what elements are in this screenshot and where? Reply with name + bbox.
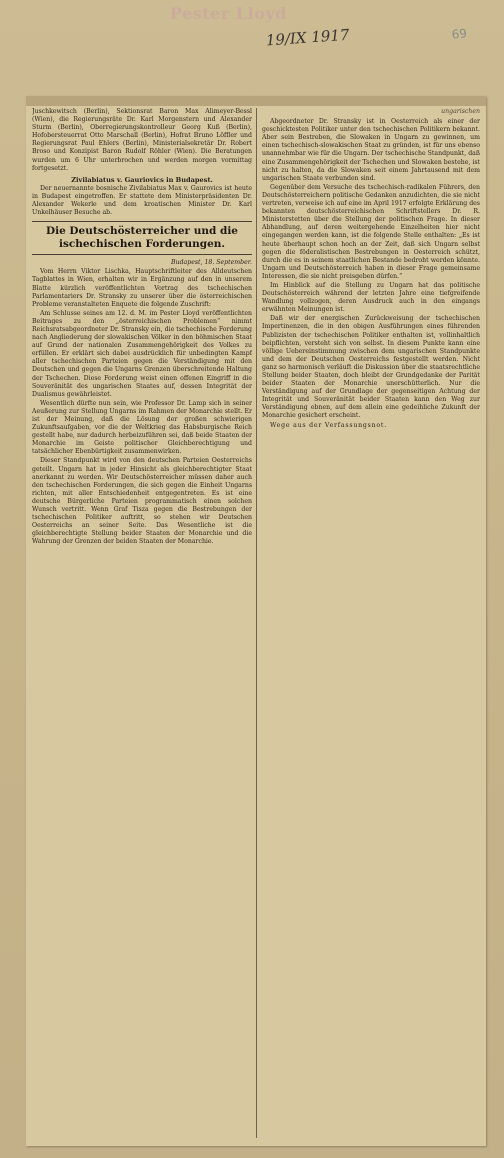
- article-title: Die Deutschösterreicher und die ischechischen Forderungen.: [46, 225, 238, 251]
- newspaper-clipping: [26, 96, 486, 1146]
- clipping-top-strip: [26, 96, 486, 106]
- column-head-note: ungarischen: [441, 108, 480, 115]
- closing-line: Wege aus der Verfassungsnot.: [270, 421, 387, 429]
- paragraph: Abgeordneter Dr. Stransky ist in Oesterreich als einer der geschicktesten Politiker unter den tschechischen Politikern bekannt. Aber sein Bestreben, die Slowaken in Ungarn zu gewinnen, um einen tschechisch-slowakischen Staat zu gründen, ist für uns ebenso unannehmbar wie für die Ungarn. Der tschechische Standpunkt, daß eine Zusammengehörigkeit der Tschechen und Slowaken bestehe, ist nicht zu halten, da die Slowaken seit einem Jahrtausend mit dem ungarischen Staate verbunden sind.: [262, 118, 480, 182]
- handwritten-date: 19/IX 1917: [265, 25, 350, 50]
- article-heading: [32, 221, 252, 255]
- paragraph: Dieser Standpunkt wird von den deutschen Parteien Oesterreichs geteilt. Ungarn hat in jeder Hinsicht als gleichberechtigter Staat anerkannt zu werden. Wir Deutschösterreicher müssen daher auch den tschechischen Forderungen, die sich gegen die Einheit Ungarns richten, mit aller Entschiedenheit entgegentreten. Es ist eine deutsche Bürgerliche Parteien programmatisch einen solchen Wunsch vertritt. Wenn Graf Tisza gegen die Bestrebungen der tschechischen Politiker auftritt, so stehen wir Deutschen Oesterreichs an seiner Seite. Das Wesentliche ist die gleichberechtigte Stellung beider Staaten der Monarchie und die Wahrung der Grenzen der beiden Staaten der Monarchie.: [32, 457, 252, 546]
- paragraph: Daß wir der energischen Zurückweisung der tschechischen Impertinenzen, die in den obigen Ausführungen eines führenden Publizisten der tschechischen Politiker enthalten ist, vollinhaltlich beipflichten, versteht sich von selbst. In diesem Punkte kann eine völlige Uebereinstimmung zwischen dem ungarischen Standpunkte und dem der Deutschen Oesterreichs festgestellt werden. Nicht ganz so harmonisch verläuft die Diskussion über die staatsrechtliche Stellung beider Staaten, doch bleibt der Grundgedanke der Parität beider Staaten der Monarchie unerschütterlich. Nur die Verständigung auf der Grundlage der gegenseitigen Achtung der Integrität und Souveränität beider Staaten kann den Weg zur Verständigung ebnen, auf dem allein eine gedeihliche Zukunft der Monarchie gesichert erscheint.: [262, 315, 480, 420]
- handwritten-page-number: 69: [450, 26, 468, 42]
- paragraph: Der neuernannte bosnische Zivilabiatus Max v. Gaurovics ist heute in Budapest eingetroffen. Er stattete dem Ministerpräsidenten Dr. Alexander Wekerle und dem kroatischen Minister Dr. Karl Unkelhäuser Besuche ab.: [32, 184, 252, 217]
- subhead: Zivilabiatus v. Gauriovics in Budapest.: [71, 175, 213, 184]
- paragraph: Vom Herrn Viktor Lischka, Hauptschriftleiter des Alldeutschen Tagblattes in Wien, erhalten wir in Ergänzung auf den in unserem Blatte kürzlich veröffentlichten Vortrag des tschechischen Parlamentariers Dr. Stransky zu unserer über die österreichischen Probleme veranstalteten Enquete die folgende Zuschrift:: [32, 268, 252, 308]
- paragraph: Gegenüber dem Versuche des tschechisch-radikalen Führers, den Deutschösterreichern politische Gedanken anzudichten, die sie nicht vertreten, verweise ich auf eine im April 1917 erfolgte Erklärung des bekannten deutschösterreichischen Schriftstellers Dr. R. Ministerstetten über die Stellung der politischen Frage. In dieser Abhandlung, auf deren weitergehende Einzelheiten hier nicht eingegangen werden kann, ist die folgende Stelle enthalten: „Es ist heute überhaupt schon hoch an der Zeit, daß sich Ungarn selbst gegen die föderalistischen Bestrebungen in Oesterreich schützt, durch die es in seinem staatlichen Bestande bedroht werden könnte. Ungarn und Deutschösterreich haben in dieser Frage gemeinsame Interessen, die sie nicht preisgeben dürfen.“: [262, 183, 480, 280]
- right-column: [262, 108, 480, 1142]
- intro-text: Juschkewitsch (Berlin), Sektionsrat Baron Max Alimeyer-Bessl (Wien), die Regierungsräte Dr. Karl Morgenstern und Alexander Sturm (Berlin), Oberregierungskontrolleur Georg Kuß (Berlin), Hofobersteuerrat Otto Marschall (Berlin), Hofrat Bruno Löffler und Regierungsrat Paul Ehlers (Berlin), Ministerialsekretär Dr. Robert Broso und Konzipist Baron Rudolf Röhler (Wien). Die Beratungen wurden um 6 Uhr unterbrochen und werden morgen vormittag fortgesetzt.: [32, 108, 252, 172]
- paragraph: Im Hinblick auf die Stellung zu Ungarn hat das politische Deutschösterreich während der letzten Jahre eine tiefgreifende Wandlung vollzogen, deren Ausdruck auch in den eingangs erwähnten Meinungen ist.: [262, 281, 480, 314]
- masthead-stamp: Pester Lloyd: [170, 4, 287, 23]
- paragraph: Wesentlich dürfte nun sein, wie Professor Dr. Lamp sich in seiner Aeußerung zur Stellung Ungarns im Rahmen der Monarchie stellt. Er ist der Meinung, daß die Lösung der großen schwierigen Zukunftsaufgaben, vor die der Weltkrieg das Habsburgische Reich gestellt habe, nur dadurch herbeizuführen sei, daß beide Staaten der Monarchie im Geiste politischer Gleichberechtigung und tatsächlicher Ebenbürtigkeit zusammenwirken.: [32, 399, 252, 456]
- dateline: Budapest, 18. September.: [171, 259, 252, 267]
- left-column: [32, 108, 252, 1142]
- paragraph: Am Schlusse seines am 12. d. M. im Pester Lloyd veröffentlichten Beitrages zu den „österreichischen Problemen“ nimmt Reichsratsabgeordneter Dr. Stransky ein, die tschechische Forderung nach Angliederung der slowakischen Völker in den böhmischen Staat auf Grund der nationalen Zusammengehörigkeit des Volkes zu erfüllen. Er erklärt sich dabei ausdrücklich für unbedingten Kampf aller tschechischen Parteien gegen die Verständigung mit den Deutschen und gegen die Ungarns Grenzen überschreitende Haltung der Tschechen. Diese Forderung weist einen offenen Eingriff in die Souveränität des ungarischen Staates auf, dessen Integrität der Dualismus gewährleistet.: [32, 309, 252, 398]
- column-divider: [256, 108, 257, 1138]
